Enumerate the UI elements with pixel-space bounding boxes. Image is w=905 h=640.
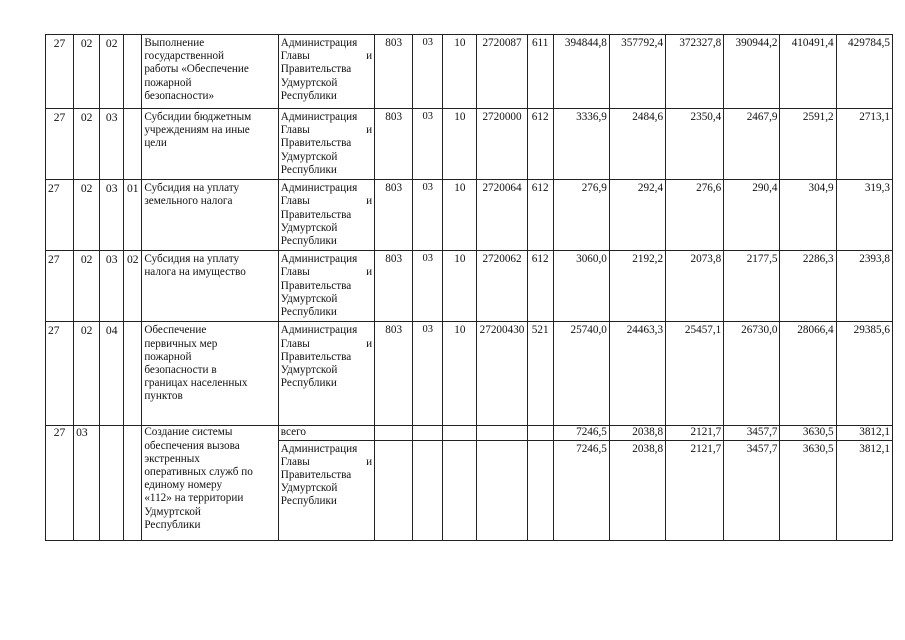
cell-text-line: Обеспечение	[144, 324, 207, 337]
csr-code: 2720000	[477, 109, 527, 180]
total-amount-cell: 3630,5	[780, 426, 836, 440]
item-name	[142, 35, 278, 109]
amount-cell: 290,4	[724, 180, 780, 251]
empty-cell	[443, 440, 477, 540]
amount-cell: 2484,6	[609, 109, 665, 180]
program-code: 27	[46, 35, 74, 109]
amount-cell: 24463,3	[609, 322, 665, 426]
cell-text-line: Удмуртской	[144, 505, 201, 518]
item-name	[142, 251, 278, 322]
amount-cell: 2177,5	[724, 251, 780, 322]
cell-text-line: пожарной	[144, 76, 192, 89]
amount-cell: 2591,2	[780, 109, 836, 180]
cell-text-line: учреждениям на иные	[144, 124, 250, 137]
vr-code: 612	[527, 109, 553, 180]
cell-text-line: Главы и	[280, 455, 373, 468]
cell-text-line: пунктов	[144, 390, 183, 403]
csr-code: 2720064	[477, 180, 527, 251]
table-body	[46, 35, 893, 541]
cell-text-line: оперативных служб по	[144, 465, 253, 478]
amount-cell: 2038,8	[609, 440, 665, 540]
cell-text-line: единому номеру	[144, 479, 223, 492]
grbs-code: 803	[375, 109, 413, 180]
rz-code: 03	[413, 322, 443, 426]
administrator	[278, 440, 374, 540]
cell-text-line: Администрация	[280, 37, 358, 49]
subprogram-code: 02	[74, 180, 100, 251]
subevent-code	[124, 35, 142, 109]
amount-cell: 276,9	[553, 180, 609, 251]
cell-text-line: Республики	[144, 518, 201, 531]
grbs-code: 803	[375, 251, 413, 322]
total-amount-cell: 2038,8	[609, 426, 665, 440]
subevent-code	[124, 426, 142, 540]
cell-text-line: Создание системы	[144, 426, 233, 439]
cell-text-line: Главы и	[280, 124, 373, 137]
amount-cell: 304,9	[780, 180, 836, 251]
amount-cell: 394844,8	[553, 35, 609, 109]
program-code: 27	[46, 251, 74, 322]
cell-text-line: пожарной	[144, 350, 192, 363]
cell-text-line: Удмуртской	[280, 221, 338, 234]
amount-cell: 26730,0	[724, 322, 780, 426]
cell-text-line: Главы и	[280, 50, 373, 63]
cell-text-line: государственной	[144, 50, 225, 63]
vr-code: 611	[527, 35, 553, 109]
cell-text-line: Правительства	[280, 137, 352, 150]
pr-code: 10	[443, 251, 477, 322]
amount-cell: 25740,0	[553, 322, 609, 426]
empty-cell	[375, 426, 413, 440]
cell-text-line: цели	[144, 137, 167, 150]
administrator	[278, 109, 374, 180]
cell-text-line: «112» на территории	[144, 492, 244, 505]
amount-cell: 357792,4	[609, 35, 665, 109]
cell-text-line: Администрация	[280, 324, 358, 337]
cell-text-line: Удмуртской	[280, 76, 338, 89]
subprogram-code: 02	[74, 109, 100, 180]
cell-text-line: границах населенных	[144, 377, 248, 390]
event-code: 04	[100, 322, 124, 426]
subprogram-code: 02	[74, 35, 100, 109]
amount-cell: 372327,8	[666, 35, 724, 109]
administrator	[278, 322, 374, 426]
csr-code: 2720087	[477, 35, 527, 109]
event-code: 02	[100, 35, 124, 109]
subprogram-code: 02	[74, 322, 100, 426]
total-amount-cell: 7246,5	[553, 426, 609, 440]
empty-cell	[375, 440, 413, 540]
subevent-code: 02	[124, 251, 142, 322]
amount-cell: 28066,4	[780, 322, 836, 426]
cell-text-line: Субсидии бюджетным	[144, 111, 252, 123]
table-row	[46, 35, 893, 109]
cell-text-line: работы «Обеспечение	[144, 63, 249, 76]
amount-cell: 292,4	[609, 180, 665, 251]
cell-text-line: Правительства	[280, 350, 352, 363]
pr-code: 10	[443, 180, 477, 251]
cell-text-line: первичных мер	[144, 337, 218, 350]
table-row	[46, 322, 893, 426]
event-code	[100, 426, 124, 540]
cell-text-line: Удмуртской	[280, 363, 338, 376]
pr-code: 10	[443, 109, 477, 180]
cell-text-line: Главы и	[280, 266, 373, 279]
budget-table	[45, 34, 893, 541]
cell-text-line: Администрация	[280, 111, 358, 123]
subprogram-code: 03	[74, 426, 100, 540]
total-amount-cell: 3812,1	[836, 426, 892, 440]
table-row	[46, 180, 893, 251]
vr-code: 612	[527, 251, 553, 322]
empty-cell	[413, 426, 443, 440]
cell-text-line: Удмуртской	[280, 150, 338, 163]
cell-text-line: Республики	[280, 306, 337, 319]
program-code: 27	[46, 322, 74, 426]
subevent-code: 01	[124, 180, 142, 251]
amount-cell: 25457,1	[666, 322, 724, 426]
cell-text-line: Республики	[280, 163, 337, 176]
cell-text-line: Главы и	[280, 195, 373, 208]
amount-cell: 2286,3	[780, 251, 836, 322]
csr-code: 2720062	[477, 251, 527, 322]
rz-code: 03	[413, 251, 443, 322]
table-row	[46, 251, 893, 322]
rz-code: 03	[413, 35, 443, 109]
administrator	[278, 35, 374, 109]
cell-text-line: экстренных	[144, 452, 200, 465]
cell-text-line: Администрация	[280, 442, 358, 455]
rz-code: 03	[413, 180, 443, 251]
cell-text-line: земельного налога	[144, 195, 233, 208]
cell-text-line: Выполнение	[144, 37, 205, 49]
item-name	[142, 322, 278, 426]
pr-code: 10	[443, 35, 477, 109]
program-code: 27	[46, 180, 74, 251]
amount-cell: 276,6	[666, 180, 724, 251]
subprogram-code: 02	[74, 251, 100, 322]
amount-cell: 2121,7	[666, 440, 724, 540]
program-code: 27	[46, 426, 74, 540]
total-amount-cell: 2121,7	[666, 426, 724, 440]
event-code: 03	[100, 251, 124, 322]
pr-code: 10	[443, 322, 477, 426]
amount-cell: 2073,8	[666, 251, 724, 322]
cell-text-line: налога на имущество	[144, 266, 246, 279]
cell-text-line: Удмуртской	[280, 292, 338, 305]
cell-text-line: Правительства	[280, 468, 352, 481]
rz-code: 03	[413, 109, 443, 180]
cell-text-line: Правительства	[280, 63, 352, 76]
amount-cell: 3457,7	[724, 440, 780, 540]
administrator	[278, 251, 374, 322]
amount-cell: 7246,5	[553, 440, 609, 540]
cell-text-line: Правительства	[280, 279, 352, 292]
amount-cell: 2713,1	[836, 109, 892, 180]
grbs-code: 803	[375, 322, 413, 426]
item-name	[142, 109, 278, 180]
amount-cell: 390944,2	[724, 35, 780, 109]
cell-text-line: Администрация	[280, 253, 358, 266]
empty-cell	[477, 440, 527, 540]
program-code: 27	[46, 109, 74, 180]
subevent-code	[124, 322, 142, 426]
amount-cell: 319,3	[836, 180, 892, 251]
cell-text-line: Республики	[280, 234, 337, 247]
empty-cell	[527, 426, 553, 440]
amount-cell: 3060,0	[553, 251, 609, 322]
total-amount-cell: 3457,7	[724, 426, 780, 440]
cell-text-line: Субсидия на уплату	[144, 182, 240, 195]
cell-text-line: Республики	[280, 89, 337, 102]
cell-text-line: обеспечения вызова	[144, 439, 240, 452]
grbs-code: 803	[375, 180, 413, 251]
amount-cell: 2467,9	[724, 109, 780, 180]
amount-cell: 2393,8	[836, 251, 892, 322]
empty-cell	[413, 440, 443, 540]
cell-text-line: Администрация	[280, 182, 358, 195]
empty-cell	[443, 426, 477, 440]
total-label: всего	[278, 426, 374, 440]
grbs-code: 803	[375, 35, 413, 109]
subevent-code	[124, 109, 142, 180]
administrator	[278, 180, 374, 251]
cell-text-line: Правительства	[280, 208, 352, 221]
empty-cell	[477, 426, 527, 440]
amount-cell: 410491,4	[780, 35, 836, 109]
table-row	[46, 109, 893, 180]
item-name	[142, 180, 278, 251]
event-code: 03	[100, 109, 124, 180]
cell-text-line: Республики	[280, 377, 337, 390]
cell-text-line: безопасности»	[144, 89, 215, 102]
amount-cell: 3336,9	[553, 109, 609, 180]
cell-text-line: безопасности в	[144, 363, 217, 376]
amount-cell: 3630,5	[780, 440, 836, 540]
amount-cell: 2350,4	[666, 109, 724, 180]
empty-cell	[527, 440, 553, 540]
cell-text-line: Удмуртской	[280, 482, 338, 495]
cell-text-line: Субсидия на уплату	[144, 253, 240, 266]
event-code: 03	[100, 180, 124, 251]
amount-cell: 3812,1	[836, 440, 892, 540]
vr-code: 521	[527, 322, 553, 426]
amount-cell: 29385,6	[836, 322, 892, 426]
amount-cell: 429784,5	[836, 35, 892, 109]
table-row-total	[46, 426, 893, 440]
item-name	[142, 426, 278, 540]
vr-code: 612	[527, 180, 553, 251]
cell-text-line: Республики	[280, 495, 337, 508]
cell-text-line: Главы и	[280, 337, 373, 350]
csr-code: 27200430	[477, 322, 527, 426]
amount-cell: 2192,2	[609, 251, 665, 322]
